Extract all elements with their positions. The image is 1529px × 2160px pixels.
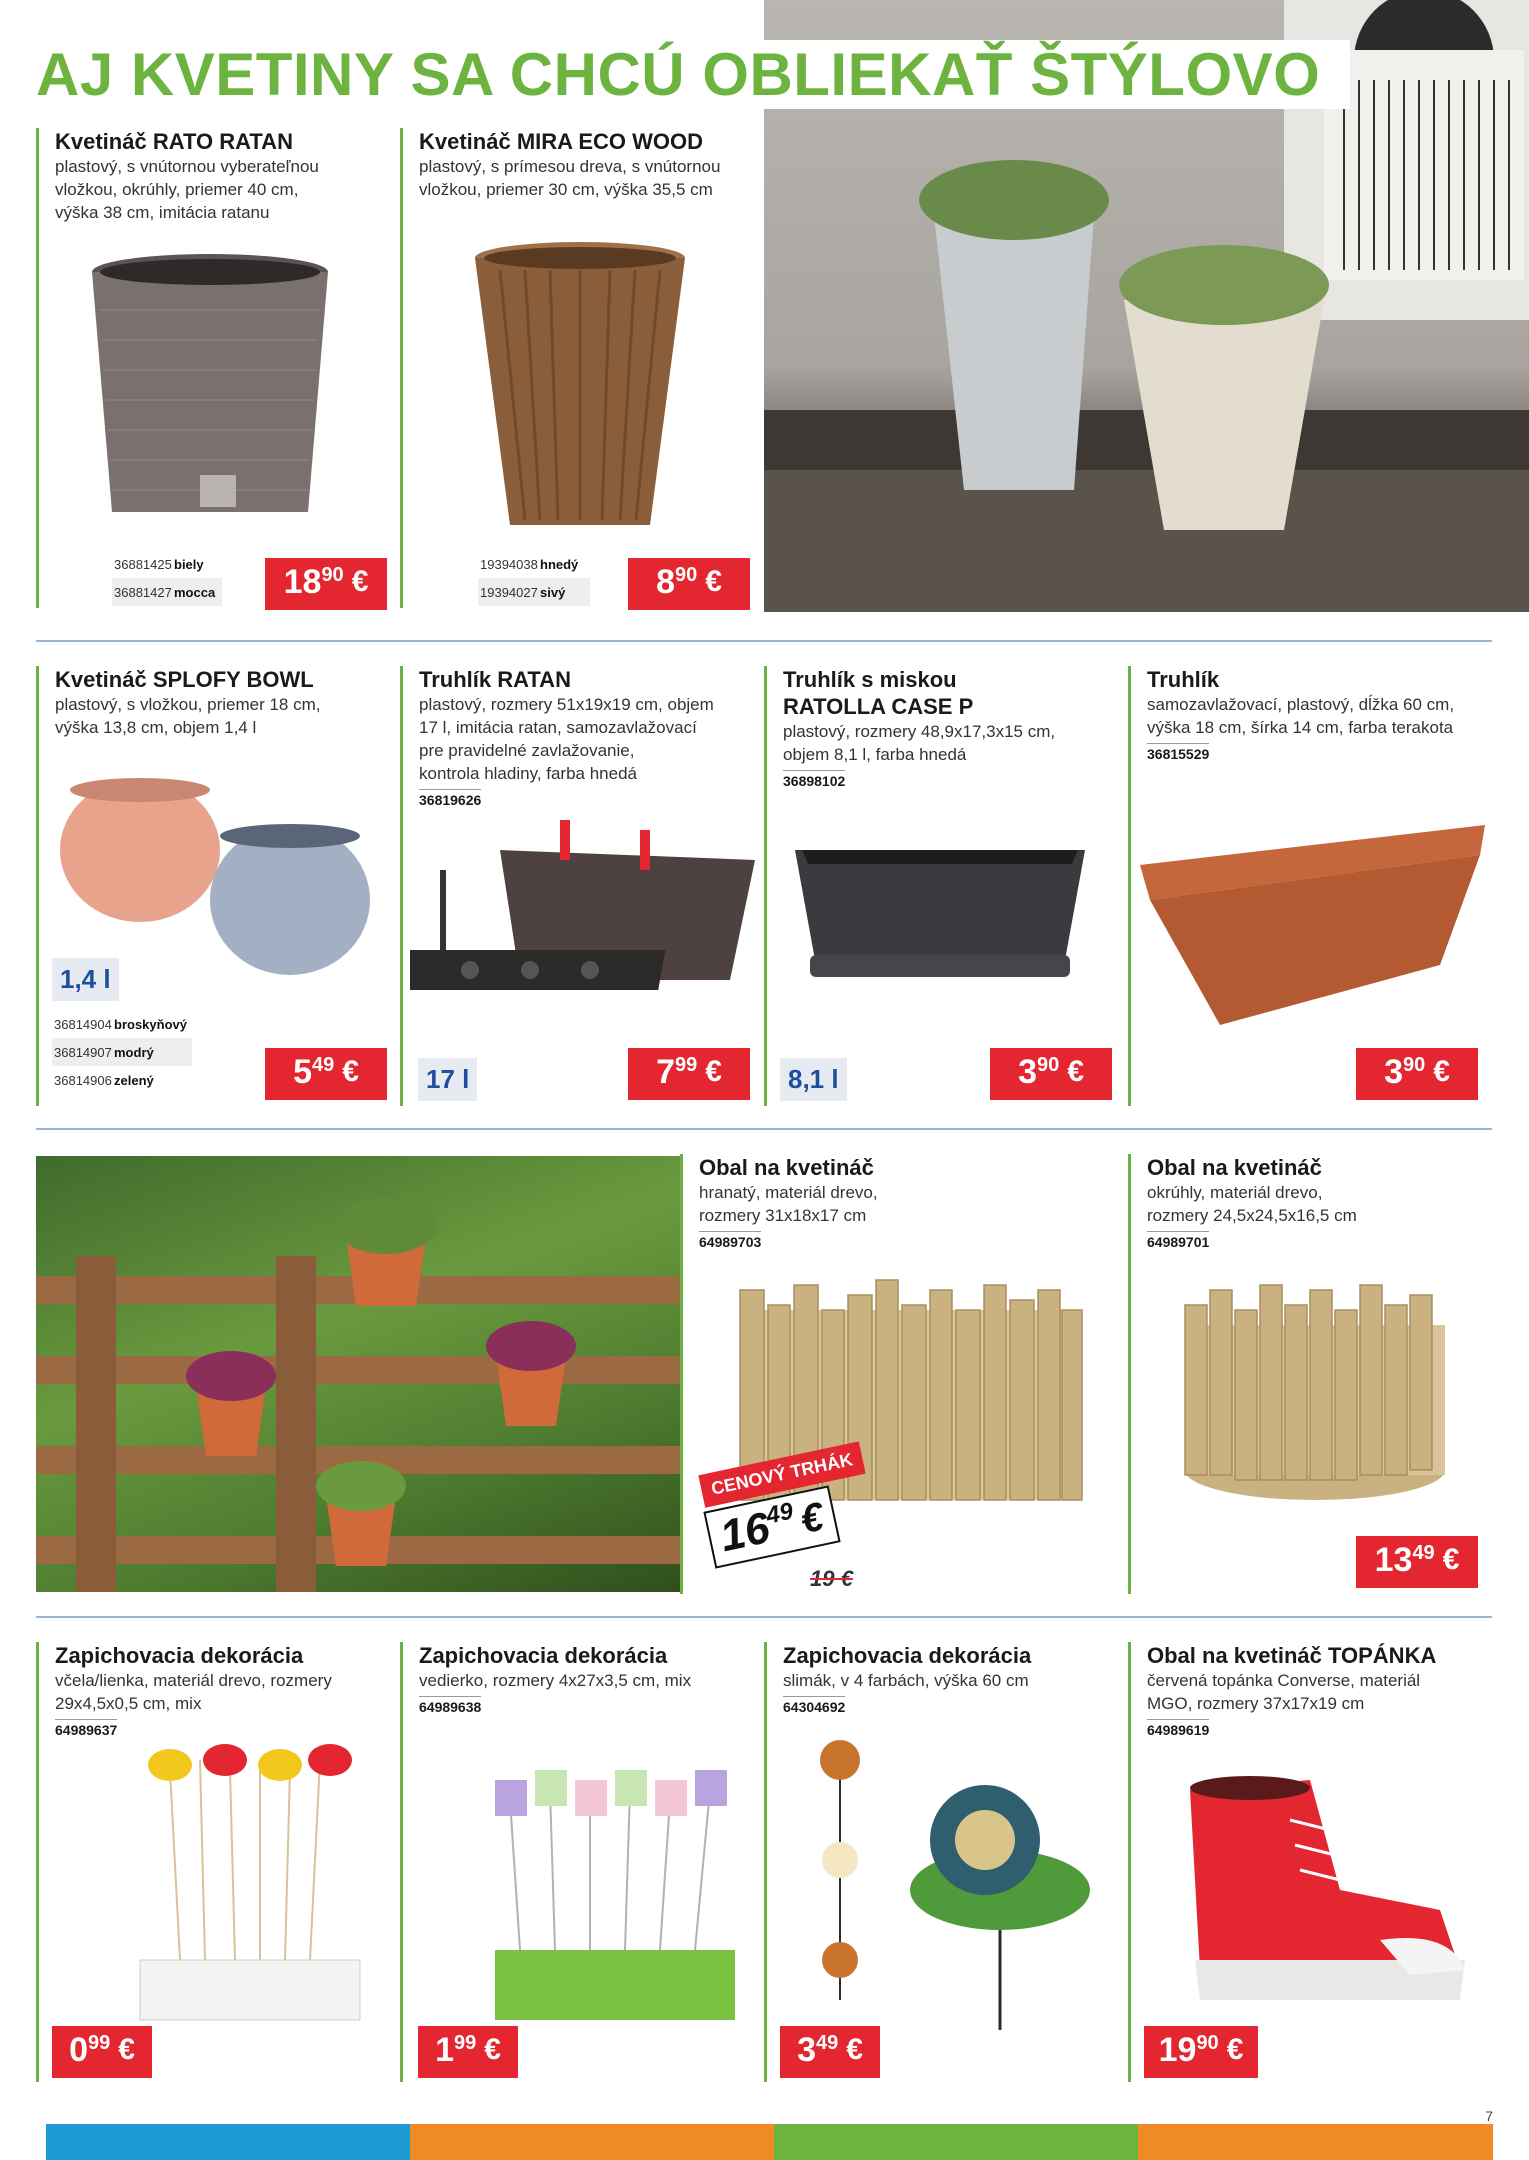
product-title-line: Truhlík s miskou: [783, 667, 957, 692]
product-desc-line: vložkou, priemer 30 cm, výška 35,5 cm: [419, 180, 713, 199]
variant-row: [52, 1038, 192, 1066]
price-currency: €: [705, 1055, 722, 1088]
product-desc-line: kontrola hladiny, farba hnedá: [419, 764, 638, 783]
price-tag: [265, 558, 387, 610]
price-decimal: 49: [311, 1054, 335, 1076]
price-decimal: 90: [1196, 2032, 1219, 2054]
price-currency: €: [1433, 1055, 1450, 1088]
product-title: Zapichovacia dekorácia: [55, 1643, 304, 1668]
product-title: Kvetináč RATO RATAN: [55, 129, 293, 154]
product-code: 64989701: [1147, 1231, 1209, 1250]
product-desc-line: výška 13,8 cm, objem 1,4 l: [55, 718, 257, 737]
product-desc-line: plastový, s vložkou, priemer 18 cm,: [55, 695, 321, 714]
product-card-shoe-planter: [1128, 1642, 1492, 2082]
product-card-rato-ratan: [36, 128, 376, 608]
price-decimal: 49: [815, 2032, 839, 2054]
product-code: 64989703: [699, 1231, 761, 1250]
section-divider: [36, 640, 1492, 642]
product-desc-line: plastový, s vnútornou vyberateľnou: [55, 157, 319, 176]
product-desc-line: objem 8,1 l, farba hnedá: [783, 745, 967, 764]
price-integer: 5: [293, 1053, 312, 1091]
product-code: 36898102: [783, 770, 845, 789]
product-desc-line: vložkou, okrúhly, priemer 40 cm,: [55, 180, 299, 199]
section-divider: [36, 1616, 1492, 1618]
price-decimal: 90: [674, 564, 698, 586]
price-currency: €: [484, 2033, 501, 2066]
product-code: 64304692: [783, 1696, 845, 1715]
product-desc-line: vedierko, rozmery 4x27x3,5 cm, mix: [419, 1671, 692, 1690]
variant-row: [112, 550, 222, 578]
price-currency: €: [705, 565, 722, 598]
volume-badge: 17 l: [418, 1058, 477, 1101]
product-desc-line: okrúhly, materiál drevo,: [1147, 1183, 1323, 1202]
price-integer: 0: [69, 2031, 88, 2069]
product-desc-line: 17 l, imitácia ratan, samozavlažovací: [419, 718, 697, 737]
price-integer: 18: [283, 563, 322, 601]
variant-table-rato: [112, 550, 222, 606]
price-decimal: 49: [763, 1497, 796, 1530]
variant-name: zelený: [114, 1072, 154, 1088]
product-desc-line: výška 38 cm, imitácia ratanu: [55, 203, 270, 222]
price-tag: [780, 2026, 880, 2078]
product-desc-line: hranatý, materiál drevo,: [699, 1183, 878, 1202]
product-code: 36815529: [1147, 743, 1209, 762]
price-currency: €: [846, 2033, 863, 2066]
price-integer: 3: [1018, 1053, 1037, 1091]
price-tag: [52, 2026, 152, 2078]
product-title: Obal na kvetináč: [1147, 1155, 1322, 1180]
product-card-mira-eco-wood: [400, 128, 750, 608]
product-desc-line: 29x4,5x0,5 cm, mix: [55, 1694, 202, 1713]
product-desc-line: MGO, rozmery 37x17x19 cm: [1147, 1694, 1365, 1713]
variant-row: [52, 1010, 192, 1038]
variant-code: 36881425: [114, 556, 172, 572]
variant-name: sivý: [540, 584, 566, 600]
product-title: Kvetináč MIRA ECO WOOD: [419, 129, 703, 154]
price-tag: [1356, 1536, 1478, 1588]
footer-bar-orange: [410, 2124, 774, 2160]
promo-label: CENOVÝ TRHÁK: [698, 1441, 865, 1507]
product-desc-line: slimák, v 4 farbách, výška 60 cm: [783, 1671, 1029, 1690]
product-desc-line: samozavlažovací, plastový, dĺžka 60 cm,: [1147, 695, 1455, 714]
price-decimal: 49: [1412, 1542, 1435, 1564]
product-code: 64989619: [1147, 1719, 1209, 1738]
price-decimal: 99: [87, 2032, 111, 2054]
product-desc-line: plastový, s prímesou dreva, s vnútornou: [419, 157, 721, 176]
variant-code: 19394038: [480, 556, 538, 572]
page-headline: AJ KVETINY SA CHCÚ OBLIEKAŤ ŠTÝLOVO: [36, 40, 1350, 109]
product-title-line: RATOLLA CASE P: [783, 694, 974, 719]
product-desc-line: červená topánka Converse, materiál: [1147, 1671, 1421, 1690]
price-integer: 3: [1384, 1053, 1403, 1091]
variant-row: [478, 550, 590, 578]
product-card-obal-okruhly: [1128, 1154, 1492, 1594]
page-number: 7: [1485, 2108, 1493, 2124]
product-title: Obal na kvetináč: [699, 1155, 874, 1180]
price-integer: 1: [435, 2031, 454, 2069]
variant-code: 36814904: [54, 1016, 112, 1032]
product-desc-line: pre pravidelné zavlažovanie,: [419, 741, 635, 760]
variant-table-mira: [478, 550, 590, 606]
product-desc-line: rozmery 31x18x17 cm: [699, 1206, 867, 1225]
variant-code: 36881427: [114, 584, 172, 600]
variant-name: modrý: [114, 1044, 154, 1060]
variant-row: [478, 578, 590, 606]
variant-code: 36814907: [54, 1044, 112, 1060]
volume-badge: 8,1 l: [780, 1058, 847, 1101]
price-integer: 3: [797, 2031, 816, 2069]
price-currency: €: [118, 2033, 135, 2066]
footer-bar-orange-2: [1138, 2124, 1493, 2160]
product-card-decor-snail: [764, 1642, 1114, 2082]
variant-name: biely: [174, 556, 204, 572]
footer-bar-blue: [46, 2124, 410, 2160]
variant-table-splofy: [52, 1010, 192, 1094]
price-integer: 7: [656, 1053, 675, 1091]
variant-code: 19394027: [480, 584, 538, 600]
product-code: 36819626: [419, 789, 481, 808]
section-divider: [36, 1128, 1492, 1130]
product-desc-line: plastový, rozmery 48,9x17,3x15 cm,: [783, 722, 1056, 741]
product-title: Obal na kvetináč TOPÁNKA: [1147, 1643, 1437, 1668]
product-card-decor-bucket: [400, 1642, 750, 2082]
product-desc-line: výška 18 cm, šírka 14 cm, farba terakota: [1147, 718, 1454, 737]
price-currency: €: [342, 1055, 359, 1088]
product-title: Truhlík: [1147, 667, 1220, 692]
promo-cenovy-trhak: [700, 1440, 890, 1590]
price-tag: [990, 1048, 1112, 1100]
price-integer: 13: [1374, 1541, 1413, 1579]
price-decimal: 90: [1402, 1054, 1426, 1076]
product-card-truhlik-ratan: [400, 666, 750, 1106]
price-integer: 8: [656, 563, 675, 601]
price-integer: 19: [1158, 2031, 1197, 2069]
price-decimal: 99: [453, 2032, 477, 2054]
footer-bar-green: [774, 2124, 1138, 2160]
product-title: Kvetináč SPLOFY BOWL: [55, 667, 314, 692]
product-card-truhlik-terakota: [1128, 666, 1492, 1106]
product-desc-line: včela/lienka, materiál drevo, rozmery: [55, 1671, 332, 1690]
variant-row: [112, 578, 222, 606]
product-title: Zapichovacia dekorácia: [783, 1643, 1032, 1668]
variant-name: mocca: [174, 584, 216, 600]
product-code: 64989637: [55, 1719, 117, 1738]
price-currency: €: [1442, 1543, 1460, 1576]
price-decimal: 90: [1036, 1054, 1060, 1076]
price-currency: €: [351, 565, 369, 598]
price-tag: [265, 1048, 387, 1100]
product-card-decor-bee: [36, 1642, 376, 2082]
variant-code: 36814906: [54, 1072, 112, 1088]
price-currency: €: [796, 1494, 828, 1543]
price-tag: [1144, 2026, 1258, 2078]
price-integer: 16: [715, 1503, 775, 1562]
product-code: 64989638: [419, 1696, 481, 1715]
price-tag: [628, 1048, 750, 1100]
price-decimal: 99: [674, 1054, 698, 1076]
product-title: Truhlík RATAN: [419, 667, 571, 692]
product-desc-line: plastový, rozmery 51x19x19 cm, objem: [419, 695, 714, 714]
variant-row: [52, 1066, 192, 1094]
variant-name: hnedý: [540, 556, 579, 572]
product-card-ratolla-case: [764, 666, 1114, 1106]
product-desc-line: rozmery 24,5x24,5x16,5 cm: [1147, 1206, 1357, 1225]
lifestyle-photo-pallet: [36, 1156, 680, 1592]
price-tag: [628, 558, 750, 610]
price-currency: €: [1226, 2033, 1244, 2066]
price-currency: €: [1067, 1055, 1084, 1088]
price-tag: [1356, 1048, 1478, 1100]
price-decimal: 90: [321, 564, 344, 586]
volume-badge: 1,4 l: [52, 958, 119, 1001]
old-price: 19 €: [810, 1566, 853, 1591]
variant-name: broskyňový: [114, 1016, 187, 1032]
product-title: Zapichovacia dekorácia: [419, 1643, 668, 1668]
price-tag: [418, 2026, 518, 2078]
